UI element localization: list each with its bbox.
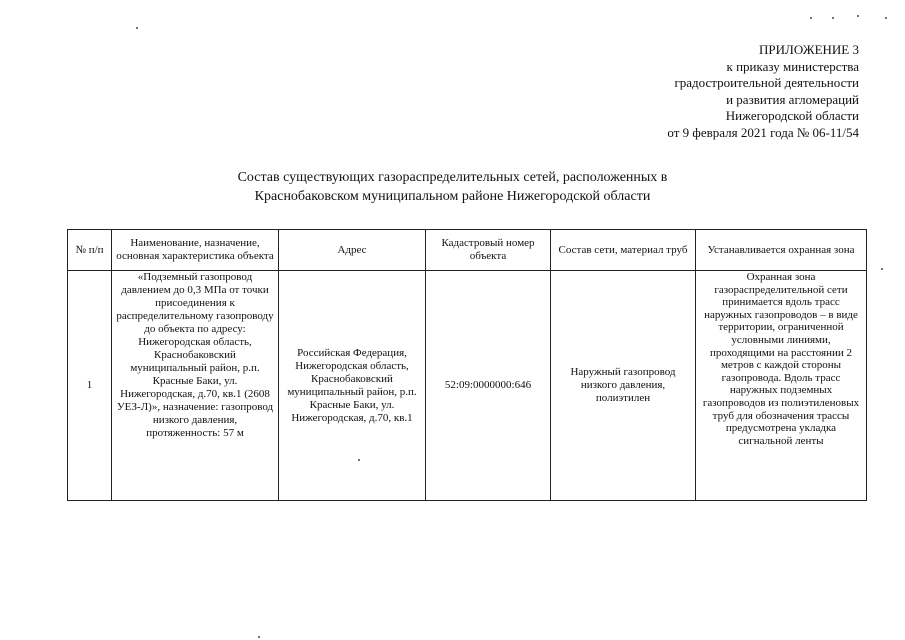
header-number: № п/п <box>68 230 112 271</box>
header-cadastral-number: Кадастровый номер объекта <box>426 230 551 271</box>
scan-speck <box>885 17 887 19</box>
table-row <box>68 271 867 501</box>
scan-speck <box>881 268 883 270</box>
appendix-title: ПРИЛОЖЕНИЕ 3 <box>759 42 859 57</box>
header-name: Наименование, назначение, основная характеристика объекта <box>112 230 279 271</box>
document-title-line: Состав существующих газораспределительных сетей, расположенных в <box>237 170 668 185</box>
scan-speck <box>136 27 138 29</box>
cell-network-composition: Наружный газопровод низкого давления, полиэтилен <box>551 271 696 501</box>
appendix-line: Нижегородской области <box>725 108 859 123</box>
cell-cadastral-number: 52:09:0000000:646 <box>426 271 551 501</box>
cell-name: «Подземный газопровод давлением до 0,3 МПа от точки присоединения к распределительному газопроводу до объекта по адресу: Нижегородская область, Краснобаковский муниципальный район, р.п. Красные Баки, ул. Нижегородская, д.70, кв.1 (2608 УЕЗ-Л)», назначение: газопровод низкого давления, протяженность: 57 м <box>112 271 279 501</box>
order-reference: от 9 февраля 2021 года № 06-11/54 <box>667 124 859 140</box>
document-title <box>0 168 905 206</box>
header-network-composition: Состав сети, материал труб <box>551 230 696 271</box>
appendix-line: и развития агломераций <box>726 91 859 107</box>
scan-speck <box>358 459 360 461</box>
scan-speck <box>810 17 812 19</box>
gas-network-table <box>67 229 867 501</box>
appendix-line: градостроительной деятельности <box>674 75 859 90</box>
cell-address: Российская Федерация, Нижегородская область, Краснобаковский муниципальный район, р.п. Красные Баки, ул. Нижегородская, д.70, кв.1 <box>279 271 426 501</box>
appendix-line: к приказу министерства <box>726 58 859 74</box>
scan-speck <box>258 636 260 638</box>
cell-number: 1 <box>68 271 112 501</box>
cell-protection-zone: Охранная зона газораспределительной сети принимается вдоль трасс наружных газопроводов – в виде территории, ограниченной условными линиями, проходящими на расстоянии 2 метров с каждой стороны газопровода. Вдоль трасс наружных подземных газопроводов из полиэтиленовых труб для обозначения трассы предусмотрена укладка сигнальной ленты <box>696 271 867 501</box>
header-address: Адрес <box>279 230 426 271</box>
scan-speck <box>857 15 859 17</box>
table-header-row <box>68 230 867 271</box>
header-protection-zone: Устанавливается охранная зона <box>696 230 867 271</box>
scan-speck <box>832 17 834 19</box>
appendix-block <box>667 42 859 141</box>
document-title-line: Краснобаковском муниципальном районе Нижегородской области <box>254 189 651 204</box>
